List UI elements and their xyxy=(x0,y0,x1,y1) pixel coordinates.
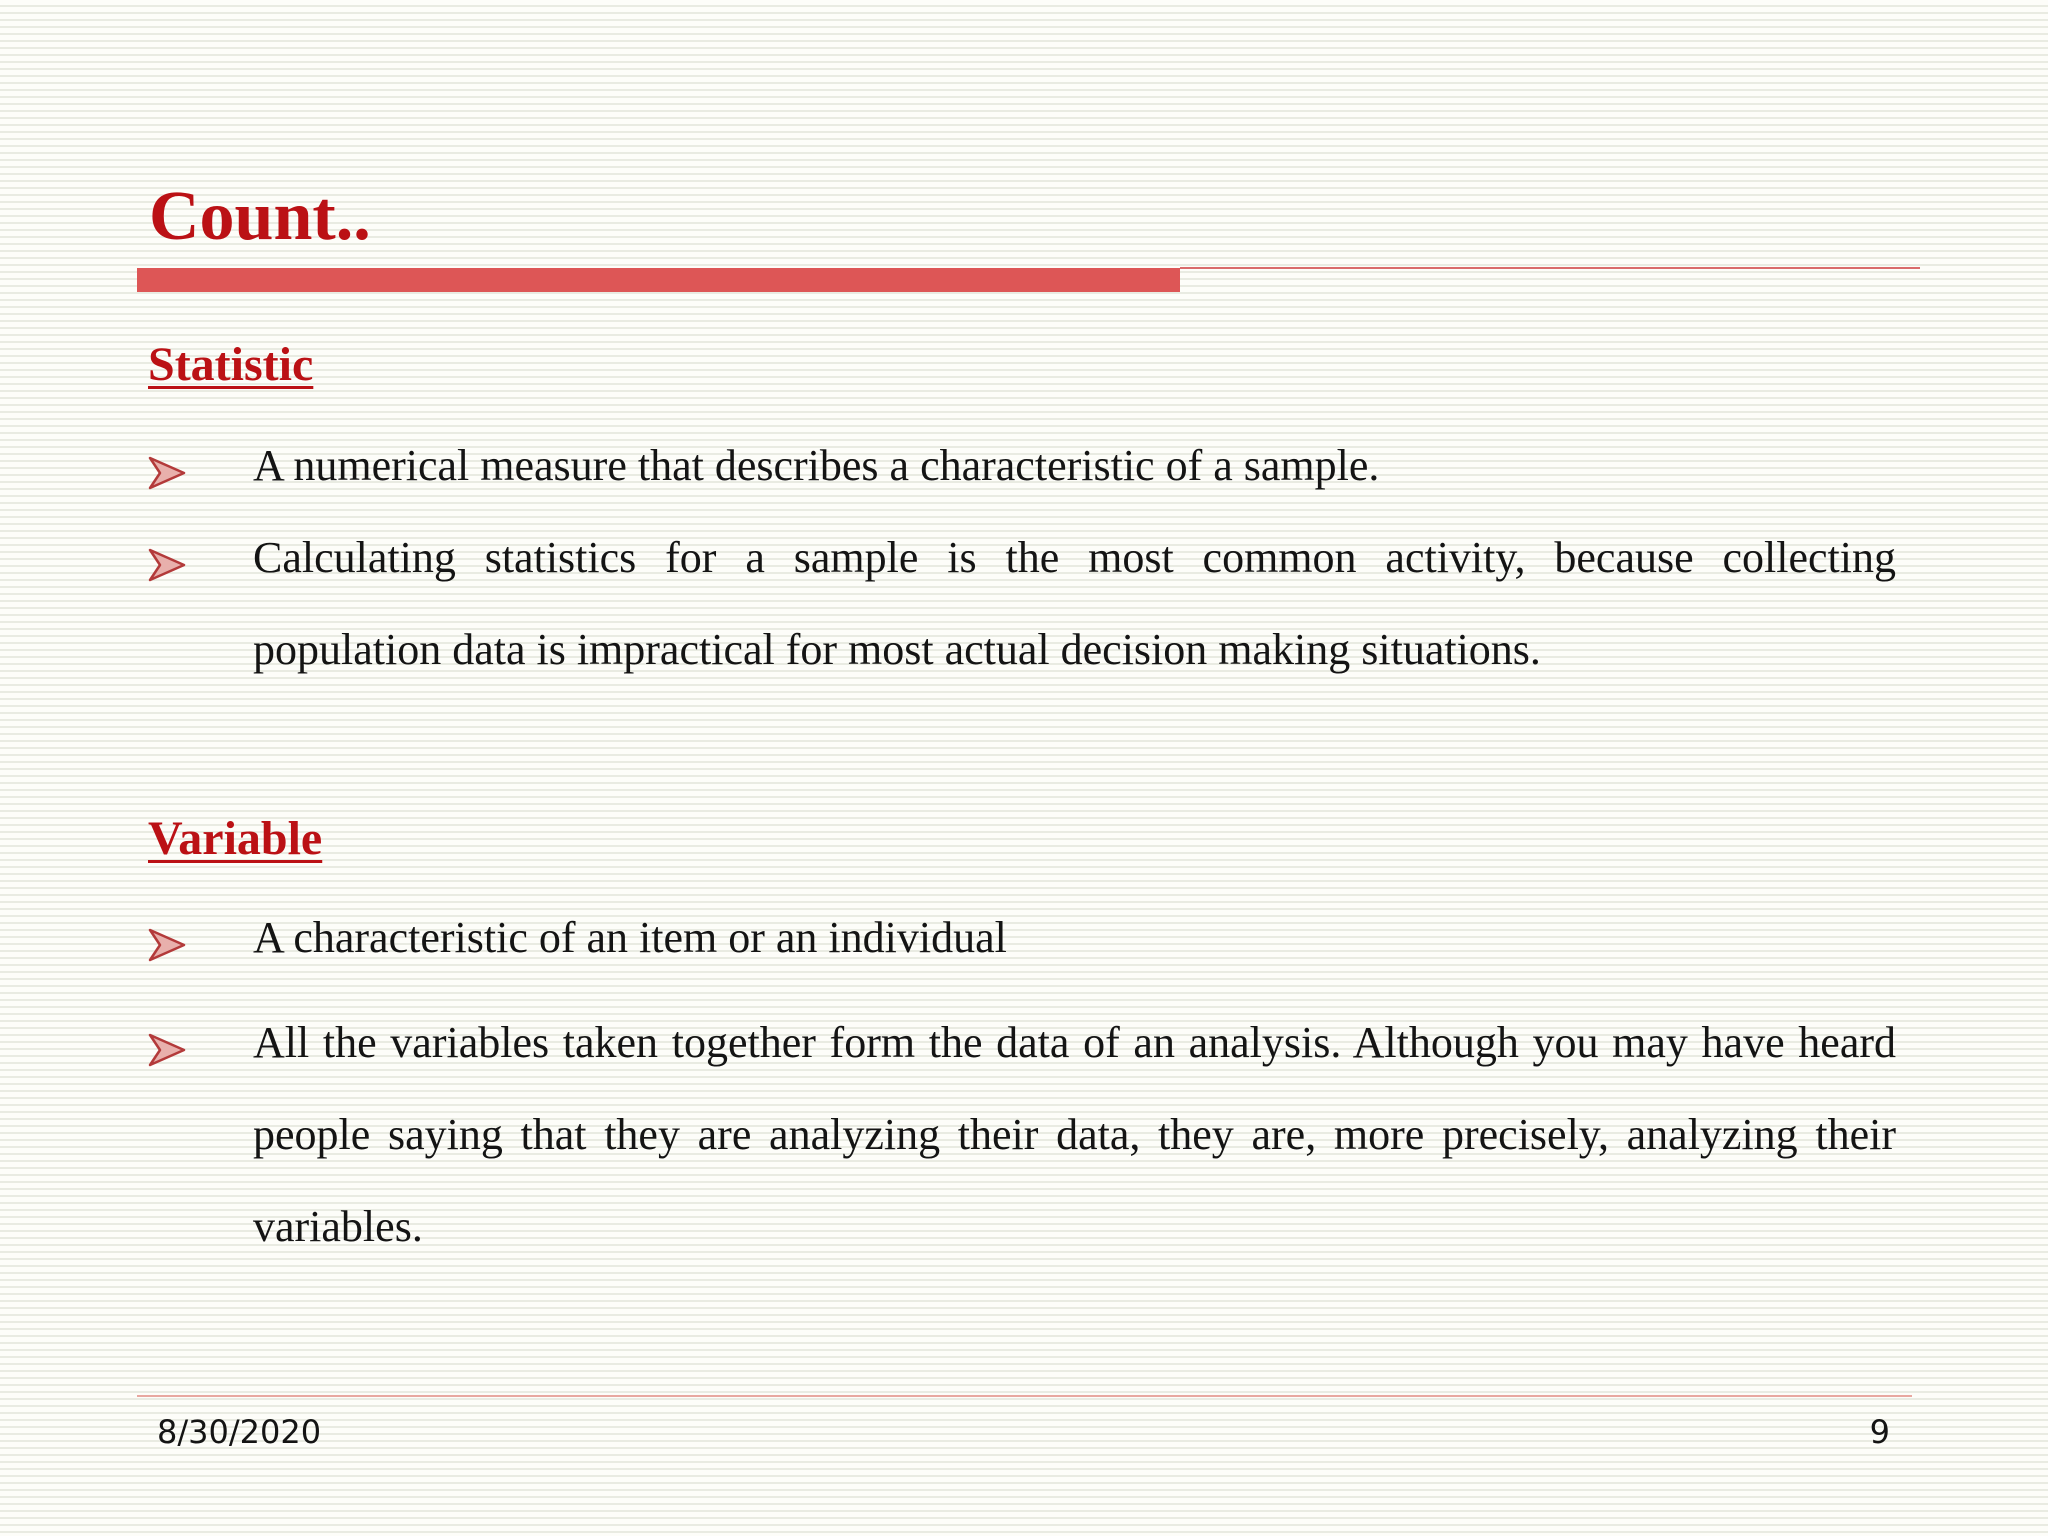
arrow-bullet-icon xyxy=(148,928,186,962)
bullet-text: A characteristic of an item or an individual xyxy=(253,913,1007,962)
section-heading-variable: Variable xyxy=(148,812,323,865)
bullet-text: All the variables taken together form the data of an analysis. Although you may have heard people saying that they are analyzing their data, they are, more precisely, analyzing their variables. xyxy=(253,1018,1896,1251)
slide-title: Count.. xyxy=(149,178,371,255)
footer-divider xyxy=(137,1395,1912,1397)
bullet-text: A numerical measure that describes a characteristic of a sample. xyxy=(253,441,1380,490)
title-underline-bar xyxy=(137,268,1180,292)
title-underline-thin-line xyxy=(1180,267,1920,269)
footer-date: 8/30/2020 xyxy=(157,1413,322,1451)
arrow-bullet-icon xyxy=(148,548,186,582)
bullet-text: Calculating statistics for a sample is the most common activity, because collecting population data is impractical for most actual decision making situations. xyxy=(253,533,1896,674)
footer-page-number: 9 xyxy=(1869,1413,1890,1451)
arrow-bullet-icon xyxy=(148,1033,186,1067)
arrow-bullet-icon xyxy=(148,456,186,490)
section-heading-statistic: Statistic xyxy=(148,338,314,391)
